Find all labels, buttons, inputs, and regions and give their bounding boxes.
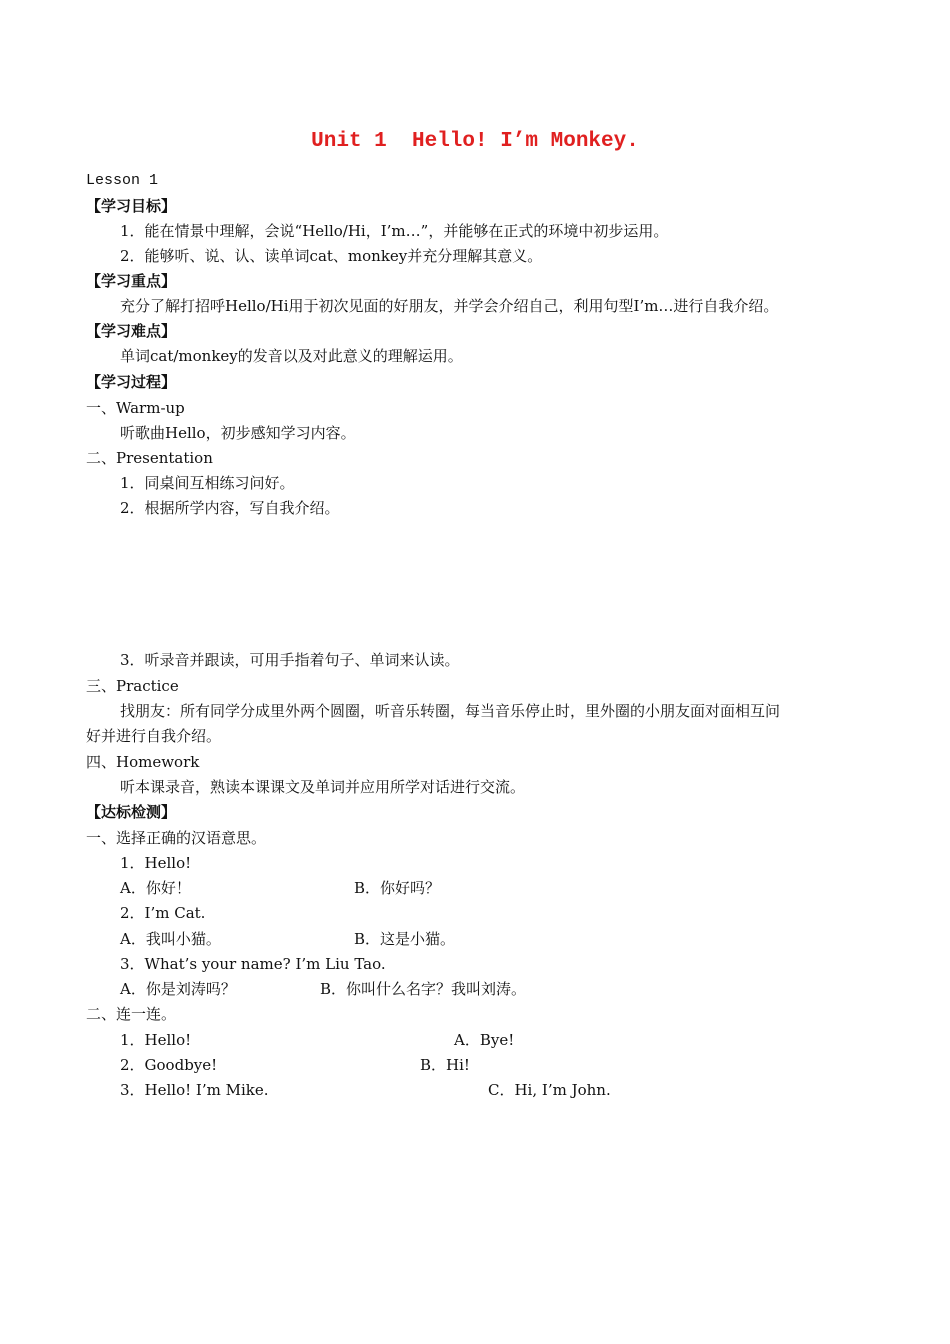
difficulties-heading: 【学习难点】 [86,322,177,340]
presentation-item: 1．同桌间互相练习问好。 [120,474,295,492]
match-right-a: A．Bye! [454,1031,515,1049]
homework-text: 听本课录音，熟读本课课文及单词并应用所学对话进行交流。 [120,778,526,796]
presentation-item: 2．根据所学内容，写自我介绍。 [120,499,340,517]
key-points-text: 充分了解打招呼Hello/Hi用于初次见面的好朋友，并学会介绍自己，利用句型I’m…进行自我介绍。 [120,297,779,315]
practice-text: 找朋友：所有同学分成里外两个圆圈，听音乐转圈，每当音乐停止时，里外圈的小朋友面对面相互问 [120,702,781,720]
question-2-option-b: B．这是小猫。 [354,930,456,948]
practice-text-continued: 好并进行自我介绍。 [86,727,222,745]
part2-title: 二、连一连。 [86,1005,177,1023]
key-points-heading: 【学习重点】 [86,272,177,290]
match-left-1: 1．Hello! [120,1031,192,1049]
difficulties-text: 单词cat/monkey的发音以及对此意义的理解运用。 [120,347,463,365]
objective-item: 2．能够听、说、认、读单词cat、monkey并充分理解其意义。 [120,247,543,265]
warmup-title: 一、Warm-up [86,399,185,417]
process-heading: 【学习过程】 [86,373,177,391]
match-left-2: 2．Goodbye! [120,1056,218,1074]
presentation-item: 3．听录音并跟读，可用手指着句子、单词来认读。 [120,651,460,669]
homework-title: 四、Homework [86,753,200,771]
question-1-option-a: A．你好！ [120,879,191,897]
objective-item: 1．能在情景中理解，会说“Hello/Hi，I’m…”，并能够在正式的环境中初步运用。 [120,222,669,240]
question-3-option-b: B．你叫什么名字？我叫刘涛。 [320,980,527,998]
match-right-b: B．Hi! [420,1056,470,1074]
question-3-option-a: A．你是刘涛吗？ [120,980,236,998]
question-1: 1．Hello! [120,854,192,872]
part1-title: 一、选择正确的汉语意思。 [86,829,267,847]
question-1-option-b: B．你好吗？ [354,879,441,897]
match-right-c: C．Hi, I’m John. [488,1081,611,1099]
match-left-3: 3．Hello! I’m Mike. [120,1081,269,1099]
question-2: 2．I’m Cat. [120,904,206,922]
document-title: Unit 1 Hello! I’m Monkey. [311,130,639,153]
question-3: 3．What’s your name? I’m Liu Tao. [120,955,386,973]
test-heading: 【达标检测】 [86,803,177,821]
practice-title: 三、Practice [86,677,179,695]
objectives-heading: 【学习目标】 [86,197,177,215]
lesson-label: Lesson 1 [86,172,159,189]
question-2-option-a: A．我叫小猫。 [120,930,221,948]
warmup-text: 听歌曲Hello，初步感知学习内容。 [120,424,356,442]
presentation-title: 二、Presentation [86,449,213,467]
